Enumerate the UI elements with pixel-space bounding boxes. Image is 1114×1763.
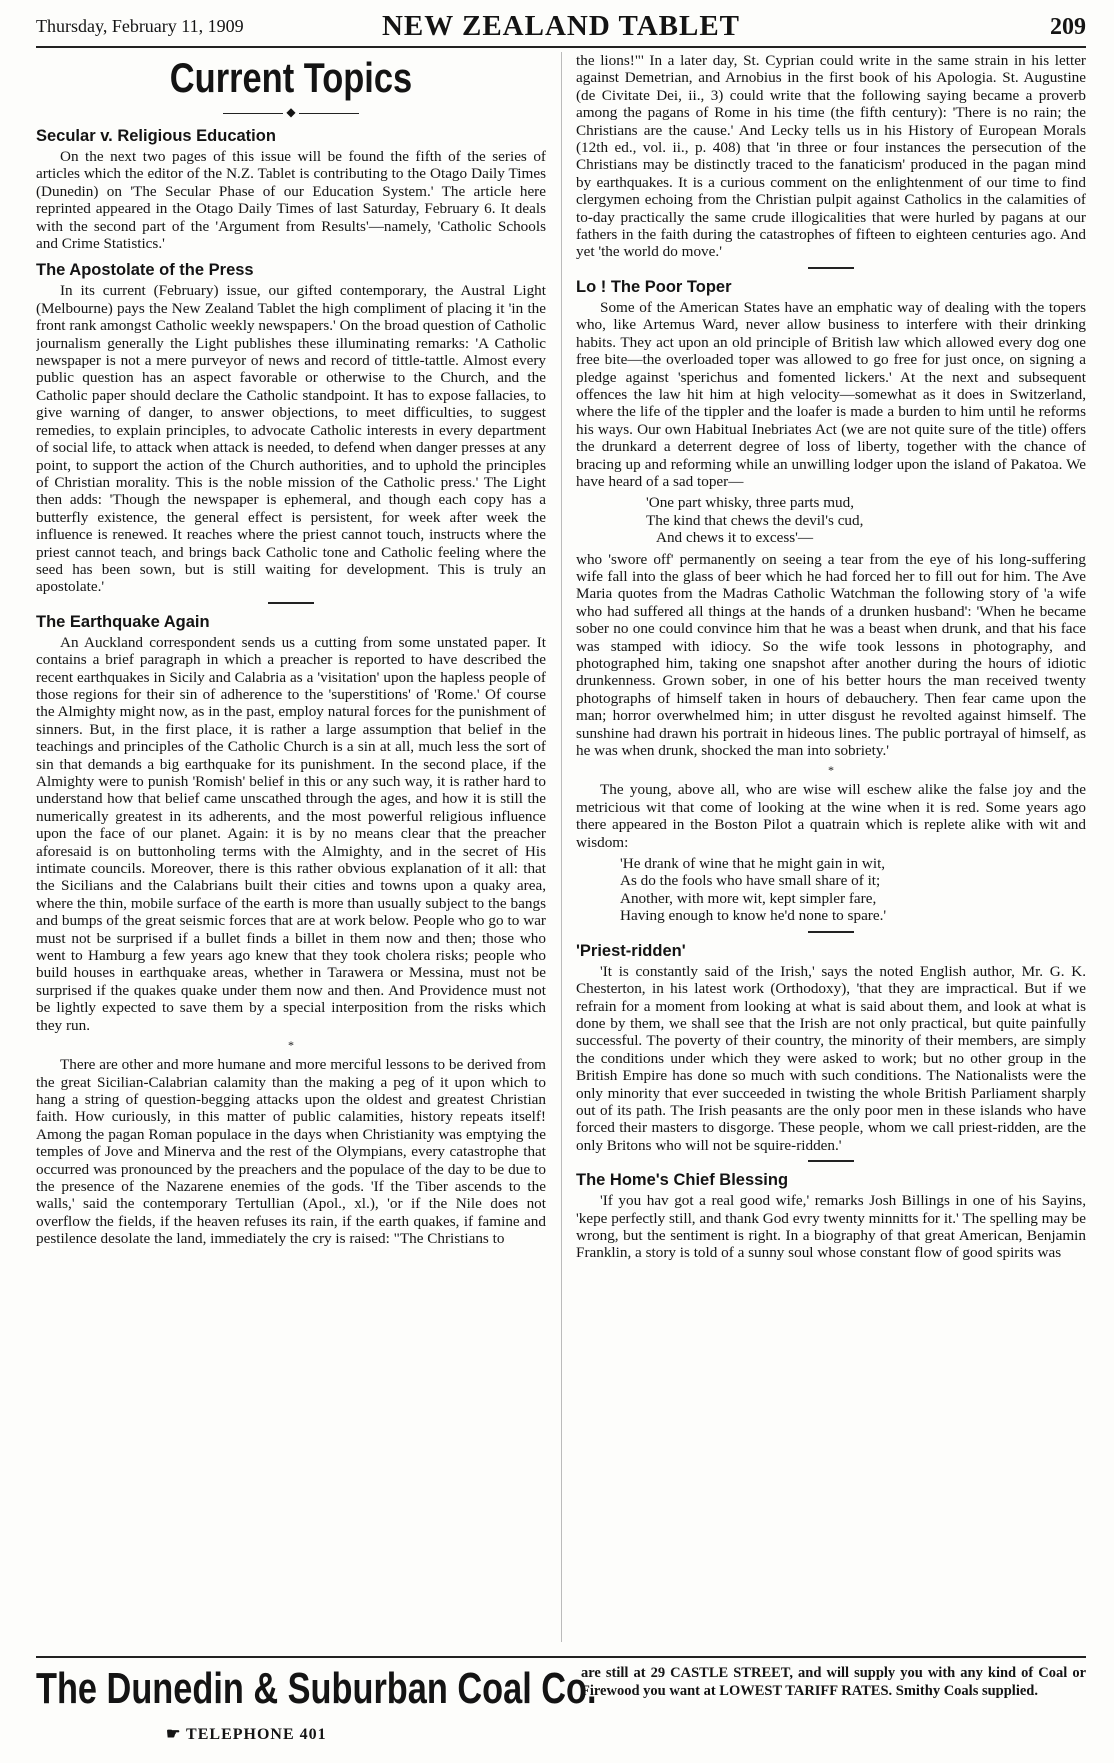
left-column bbox=[36, 52, 546, 1648]
verse-line: And chews it to excess'— bbox=[656, 529, 814, 547]
right-column bbox=[576, 52, 1086, 1648]
verse-line: The kind that chews the devil's cud, bbox=[646, 511, 864, 529]
article-title-priest-ridden: 'Priest-ridden' bbox=[576, 941, 686, 960]
section-rule bbox=[808, 267, 854, 269]
quatrain-quote bbox=[620, 855, 1086, 925]
column-divider bbox=[561, 52, 562, 1642]
article-paragraph: On the next two pages of this issue will be found the fifth of the series of articles which the editor of the N.Z. Tablet is contributing to the Otago Daily Times (Dunedin) on 'The Secular Phase of our Education System.' The article here reprinted appeared in the Otago Daily Times of last Saturday, February 6. It deals with the second part of the 'Argument from Results'—namely, 'Catholic Schools and Crime Statistics.' bbox=[36, 148, 546, 253]
article-paragraph: 'It is constantly said of the Irish,' says the noted English author, Mr. G. K. Chesterton, in his latest work (Orthodoxy), 'that they are impractical. But if we refrain for a moment from looking at what is said about them, and look at what is done by them, we shall see that the Irish are not only practical, but quite painfully successful. The poverty of their country, the minority of their members, are simply the conditions under which they were asked to work; but no other group in the British Empire has done so much with such conditions. The Nationalists were the only minority that ever succeeded in twisting the whole British Parliament sharply out of its path. The Irish peasants are the only poor men in these islands who have forced their masters to disgorge. These people, whom we call priest-ridden, are the only Britons who will not be squire-ridden.' bbox=[576, 962, 1086, 1154]
page-number: 209 bbox=[1050, 14, 1086, 40]
verse-line: As do the fools who have small share of it; bbox=[620, 872, 881, 890]
article-paragraph: The young, above all, who are wise will eschew alike the false joy and the metricious wit that come of looking at the wine when it is red. Some years ago there appeared in the Boston Pilot a quatrain which is replete alike with wit and wisdom: bbox=[576, 781, 1086, 851]
advertiser-telephone: ☛ TELEPHONE 401 bbox=[166, 1726, 327, 1743]
article-title-poor-toper: Lo ! The Poor Toper bbox=[576, 277, 732, 296]
article-paragraph: 'If you hav got a real good wife,' remarks Josh Billings in one of his Sayins, 'kepe perfectly still, and thank God evry twenty minnitts for it.' The spelling may be wrong, but the sentiment is right. In a biography of that great American, Benjamin Franklin, a story is told of a sunny soul whose constant flow of good spirits was bbox=[576, 1192, 1086, 1262]
advertiser-details: are still at 29 CASTLE STREET, and will supply you with any kind of Coal or Firewood you want at LOWEST TARIFF RATES. Smithy Coals supplied. bbox=[581, 1665, 1086, 1699]
article-paragraph: who 'swore off' permanently on seeing a tear from the eye of his long-suffering wife fall into the glass of beer which he had forced her to fill out for him. The Ave Maria quotes from the Madras Catholic Watchman the following story of 'a wife who had suffered all things at the hands of a drunken husband': 'When he became sober no one could convince him that he was a beast when drunk, and that his face was stamped with idiocy. So the wife took lessons in photography, and photographed him, taking one snapshot after another during the hours of idiotic drunkenness. Grown sober, in one of his better hours the man received twenty photographs of himself taken in hours of debauchery. Then fear came upon the man; horror overwhelmed him; in utter disgust he revolted against himself. The sunshine had drawn his portrait in hideous lines. The public portrayal of himself, as he was when drunk, shocked the man into sobriety.' bbox=[576, 550, 1086, 760]
article-title-apostolate-press: The Apostolate of the Press bbox=[36, 261, 254, 280]
article-title-secular-education: Secular v. Religious Education bbox=[36, 127, 276, 145]
verse-line: 'He drank of wine that he might gain in wit, bbox=[620, 855, 886, 873]
verse-quote bbox=[646, 494, 1086, 546]
star-separator: * bbox=[828, 763, 834, 778]
article-title-earthquake: The Earthquake Again bbox=[36, 612, 210, 631]
verse-line: 'One part whisky, three parts mud, bbox=[646, 494, 854, 512]
newspaper-page bbox=[36, 0, 1086, 1763]
verse-line: Having enough to know he'd none to spare.' bbox=[620, 907, 887, 925]
publication-title: NEW ZEALAND TABLET bbox=[381, 10, 741, 42]
section-rule bbox=[808, 931, 854, 933]
article-paragraph: In its current (February) issue, our gifted contemporary, the Austral Light (Melbourne) pays the New Zealand Tablet the high compliment of placing it 'in the front rank amongst Catholic weekly newspapers.' On the broad question of Catholic journalism generally the Light publishes these illuminating remarks: 'A Catholic newspaper is not a mere purveyor of news and record of tittle-tattle. Almost every public question has an aspect favorable or otherwise to the Church, and the Catholic paper should declare the Catholic standpoint. It has to expose fallacies, to give warning of danger, to answer objections, to meet difficulties, to suggest remedies, to explain principles, to advocate Catholic interests in every department of social life, to attack when attack is needed, to defend when danger presses at any point, to support the action of the Church authorities, and to uphold the principles of Christian morality. This is the noble mission of the Catholic press.' The Light then adds: 'Though the newspaper is ephemeral, and though each copy has a butterfly existence, the general effect is persistent, for week after week the influence is renewed. It reaches where the priest cannot touch, instructs where the priest cannot teach, and brings back Catholic tone and Catholic feeling where the seed has been sown, but is still waiting for development. This is truly an apostolate.' bbox=[36, 282, 546, 596]
section-rule bbox=[268, 602, 314, 604]
article-paragraph-continued: the lions!"' In a later day, St. Cyprian could write in the same strain in his letter against Demetrian, and Arnobius in the first book of his Apologia. St. Augustine (de Civitate Dei, ii., 3) could write that the following saying became a proverb among the pagans of Rome in his time (the fifth century): 'There is no rain; the Christians are the cause.' And Lecky tells us in his History of European Morals (12th ed., vol. ii., p. 408) that 'in three or four instances the persecution of the Christians may be distinctly traced to the fanaticism' produced in the pagan mind by earthquakes. It is a curious comment on the enlightenment of our time to find clergymen echoing from the Christian pulpit against Catholics in the calamities of to-day practically the same crude illogicalities that were hurled by pagans at our fathers in the faith during the catastrophes of fifteen to eighteen centuries ago. And yet 'the world do move.' bbox=[576, 52, 1086, 261]
masthead bbox=[36, 6, 1086, 48]
article-paragraph: Some of the American States have an emphatic way of dealing with the topers who, like Artemus Ward, never allow business to interfere with their drinking habits. They act upon an old principle of British law which allowed every dog one free bite—the overloaded toper was allowed to go free for just once, on signing a pledge against 'sperichus and fomented lickers.' At the next and subsequent offences the law hit him at high velocity—somewhat as it does in Switzerland, where the life of the tippler and the loafer is made a burden to him until he reforms his ways. Our own Habitual Inebriates Act (we are not quite sure of the title) offers the drunkard a deterrent degree of loss of liberty, together with the chance of bracing up and reforming while an unwilling lodger upon the island of Pakatoa. We have heard of a sad toper— bbox=[576, 298, 1086, 490]
advertiser-name: The Dunedin & Suburban Coal Co. bbox=[36, 1664, 597, 1713]
issue-date: Thursday, February 11, 1909 bbox=[36, 16, 244, 36]
section-heading: Current Topics bbox=[169, 54, 413, 101]
article-paragraph: An Auckland correspondent sends us a cutting from some unstated paper. It contains a brief paragraph in which a preacher is reported to have described the recent earthquakes in Sicily and Calabria as a 'visitation' upon the hapless people of those regions for their sin of adherence to the 'superstitions' of 'Rome.' Of course the Almighty might now, as in the past, employ natural forces for the punishment of sinners. But, in the first place, it is rather a large assumption that belief in the teachings and principles of the Catholic Church is a sin at all, much less the sort of sin that demands a big earthquake for its punishment. In the second place, if the Almighty were to punish 'Romish' belief in this or any such way, it is rather hard to understand how that belief came unscathed through the ages, and how it is still the numerically greatest in its adherents, and the most powerful religious influence upon the face of our planet. Again: it is by no means clear that the preacher aforesaid is on buttonholing terms with the Almighty, and in the secret of His intimate councils. Moreover, there is this rather obvious explanation of it all: that the Sicilians and the Calabrians built their cities and towns upon a quaky area, where the thin, mobile surface of the earth is more than usually subject to the bangs and bumps of the great seismic forces that are at work below. People who go to war must not be surprised if a bullet finds a billet in them now and then; those who went to Hamburg a few years ago knew that they took cholera risks; people who build houses in earthquake areas, whether in Tarawera or Messina, must not be surprised if the quakes quake under them now and then. And Providence must not be lightly expected to save them by a special interposition from the risks which they run. bbox=[36, 633, 546, 1034]
advertisement-footer bbox=[36, 1656, 1086, 1758]
verse-line: Another, with more wit, kept simpler fare, bbox=[620, 889, 877, 907]
star-separator: * bbox=[288, 1038, 294, 1053]
ornament-divider: ◆ bbox=[36, 106, 546, 118]
article-paragraph: There are other and more humane and more merciful lessons to be derived from the great Sicilian-Calabrian calamity than the making a peg of it upon which to hang a string of question-begging attacks upon the oldest and greatest Christian faith. How curiously, in this matter of public calamities, history repeats itself! Among the pagan Roman populace in the days when Christianity was emptying the temples of Jove and Minerva and the rest of the Olympians, every catastrophe that occurred was pronounced by the preachers and the populace of the day to be due to the presence of the Nazarene enemies of the gods. 'If the Tiber ascends to the walls,' said the contemporary Tertullian (Apol., xl.), 'or if the Nile does not overflow the fields, if the heaven refuses its rain, if the earth quakes, if famine and pestilence desolate the land, immediately the cry is raised: "The Christians to bbox=[36, 1056, 546, 1248]
section-rule bbox=[808, 1160, 854, 1162]
article-title-homes-chief-blessing: The Home's Chief Blessing bbox=[576, 1171, 789, 1190]
